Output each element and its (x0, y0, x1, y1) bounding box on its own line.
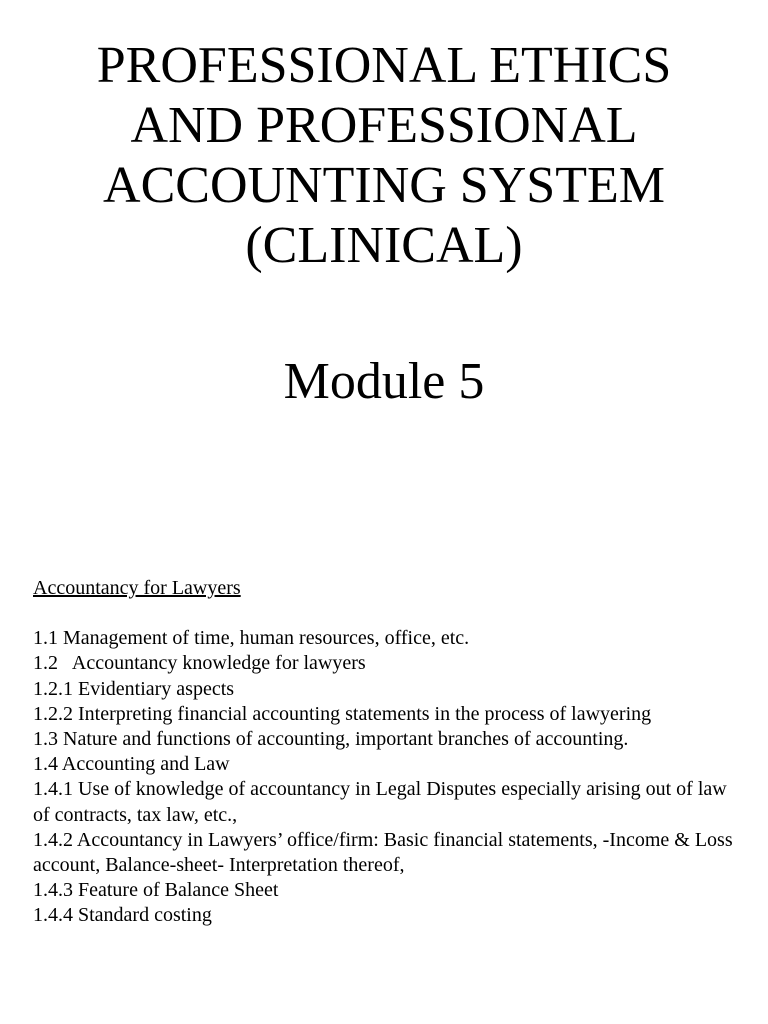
module-label: Module 5 (283, 353, 485, 410)
syllabus-content (33, 576, 745, 929)
topic-item: 1.4 Accounting and Law (33, 753, 230, 776)
title-line: AND PROFESSIONAL (130, 97, 638, 154)
topic-item: 1.4.1 Use of knowledge of accountancy in Legal Disputes especially arising out of law of contracts, tax law, etc., (33, 778, 727, 826)
topic-item: 1.2.1 Evidentiary aspects (33, 677, 235, 700)
topic-item: 1.2 Accountancy knowledge for lawyers (33, 652, 366, 675)
title-line: ACCOUNTING SYSTEM (103, 157, 665, 214)
title-line: (CLINICAL) (245, 217, 523, 274)
topic-item: 1.4.3 Feature of Balance Sheet (33, 879, 279, 902)
section-heading: Accountancy for Lawyers (33, 577, 241, 599)
title-line: PROFESSIONAL ETHICS (96, 37, 672, 94)
topic-list (33, 626, 745, 928)
topic-item: 1.4.4 Standard costing (33, 904, 212, 927)
document-title (0, 36, 768, 276)
topic-item: 1.3 Nature and functions of accounting, important branches of accounting. (33, 728, 629, 751)
topic-item: 1.4.2 Accountancy in Lawyers’ office/firm: Basic financial statements, -Income & Loss account, Balance-sheet- Interpretation thereof, (33, 828, 733, 877)
topic-item: 1.2.2 Interpreting financial accounting statements in the process of lawyering (33, 702, 652, 725)
topic-item: 1.1 Management of time, human resources, office, etc. (33, 627, 470, 650)
